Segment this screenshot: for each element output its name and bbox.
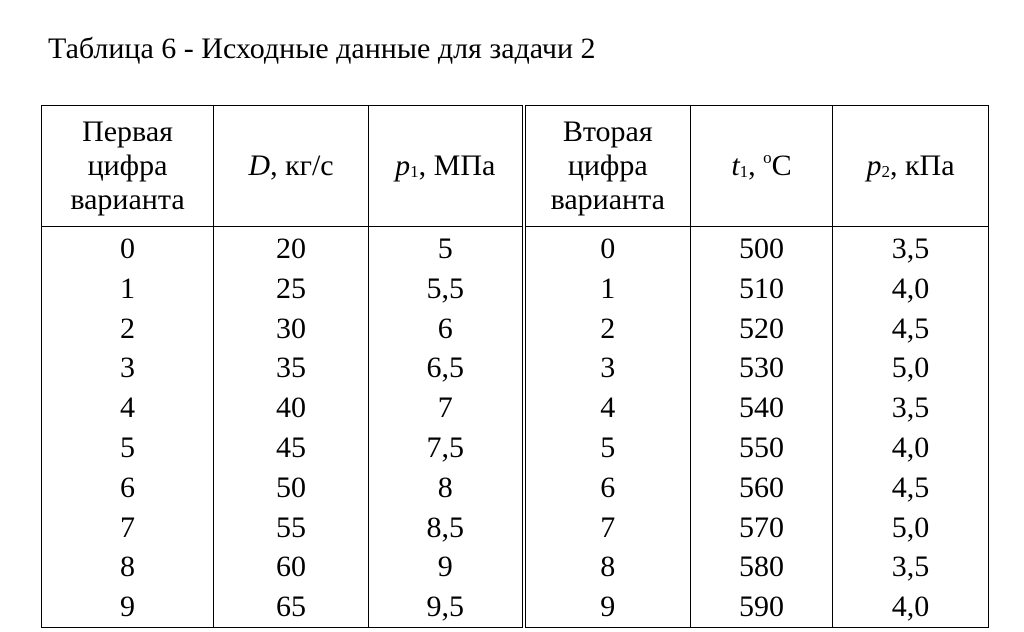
cell-t1: 590	[691, 587, 833, 627]
table-row	[42, 388, 989, 428]
cell-second-digit: 3	[524, 348, 691, 388]
cell-first-digit: 7	[42, 508, 214, 548]
header-first-digit	[42, 106, 214, 227]
cell-first-digit: 9	[42, 587, 214, 627]
cell-D: 25	[214, 269, 369, 309]
cell-second-digit: 7	[524, 508, 691, 548]
cell-p2: 4,0	[833, 428, 989, 468]
table-row	[42, 227, 989, 269]
cell-t1: 530	[691, 348, 833, 388]
header-t1-comma: ,	[748, 149, 764, 182]
table-row	[42, 587, 989, 627]
cell-first-digit: 4	[42, 388, 214, 428]
cell-second-digit: 2	[524, 309, 691, 349]
header-first-digit-line: цифра	[87, 149, 168, 182]
cell-t1: 580	[691, 547, 833, 587]
cell-p1: 5,5	[369, 269, 524, 309]
cell-p2: 3,5	[833, 388, 989, 428]
cell-t1: 560	[691, 468, 833, 508]
cell-second-digit: 0	[524, 227, 691, 269]
cell-p1: 8,5	[369, 508, 524, 548]
cell-D: 20	[214, 227, 369, 269]
cell-D: 60	[214, 547, 369, 587]
header-p2-symbol: p	[866, 149, 882, 182]
header-first-digit-line: Первая	[82, 115, 173, 148]
header-t1-degree: o	[763, 148, 772, 167]
cell-D: 45	[214, 428, 369, 468]
header-p2-subscript: 2	[881, 162, 890, 181]
cell-p1: 6	[369, 309, 524, 349]
cell-D: 50	[214, 468, 369, 508]
cell-t1: 500	[691, 227, 833, 269]
cell-D: 40	[214, 388, 369, 428]
cell-t1: 540	[691, 388, 833, 428]
cell-D: 35	[214, 348, 369, 388]
cell-D: 30	[214, 309, 369, 349]
cell-t1: 520	[691, 309, 833, 349]
cell-p1: 5	[369, 227, 524, 269]
cell-first-digit: 1	[42, 269, 214, 309]
header-t1-subscript: 1	[739, 162, 749, 181]
cell-p1: 6,5	[369, 348, 524, 388]
cell-first-digit: 0	[42, 227, 214, 269]
cell-first-digit: 3	[42, 348, 214, 388]
cell-second-digit: 9	[524, 587, 691, 627]
cell-p1: 9	[369, 547, 524, 587]
header-second-digit-line: Вторая	[562, 115, 653, 148]
table-row	[42, 348, 989, 388]
cell-p2: 5,0	[833, 508, 989, 548]
header-t1	[691, 106, 833, 227]
header-p2	[833, 106, 989, 227]
table-row	[42, 309, 989, 349]
cell-p1: 7,5	[369, 428, 524, 468]
cell-second-digit: 1	[524, 269, 691, 309]
cell-second-digit: 6	[524, 468, 691, 508]
table-row	[42, 468, 989, 508]
cell-t1: 570	[691, 508, 833, 548]
header-second-digit	[524, 106, 691, 227]
cell-second-digit: 4	[524, 388, 691, 428]
cell-first-digit: 8	[42, 547, 214, 587]
header-p1	[369, 106, 524, 227]
cell-first-digit: 5	[42, 428, 214, 468]
cell-p2: 4,0	[833, 269, 989, 309]
cell-t1: 550	[691, 428, 833, 468]
header-t1-symbol: t	[731, 149, 740, 182]
header-p2-unit: , кПа	[889, 149, 955, 182]
table-row	[42, 508, 989, 548]
header-p1-unit: , МПа	[418, 149, 496, 182]
cell-first-digit: 2	[42, 309, 214, 349]
cell-p2: 4,0	[833, 587, 989, 627]
table-row	[42, 269, 989, 309]
cell-p1: 7	[369, 388, 524, 428]
table-row	[42, 428, 989, 468]
header-p1-symbol: p	[395, 149, 411, 182]
header-first-digit-line: варианта	[70, 183, 185, 216]
header-D-symbol: D	[248, 149, 271, 182]
cell-second-digit: 8	[524, 547, 691, 587]
source-data-table	[41, 105, 989, 628]
cell-D: 55	[214, 508, 369, 548]
cell-p2: 3,5	[833, 227, 989, 269]
table-row	[42, 547, 989, 587]
cell-p2: 3,5	[833, 547, 989, 587]
header-p1-subscript: 1	[410, 162, 419, 181]
header-D	[214, 106, 369, 227]
cell-first-digit: 6	[42, 468, 214, 508]
header-t1-unit: C	[771, 149, 792, 182]
header-D-unit: , кг/с	[270, 149, 334, 182]
cell-p2: 4,5	[833, 309, 989, 349]
table-caption: Таблица 6 - Исходные данные для задачи 2	[48, 32, 596, 65]
cell-p1: 8	[369, 468, 524, 508]
cell-p2: 5,0	[833, 348, 989, 388]
header-row	[42, 106, 989, 227]
cell-p2: 4,5	[833, 468, 989, 508]
cell-second-digit: 5	[524, 428, 691, 468]
header-second-digit-line: цифра	[567, 149, 648, 182]
cell-p1: 9,5	[369, 587, 524, 627]
cell-D: 65	[214, 587, 369, 627]
header-second-digit-line: варианта	[550, 183, 665, 216]
cell-t1: 510	[691, 269, 833, 309]
